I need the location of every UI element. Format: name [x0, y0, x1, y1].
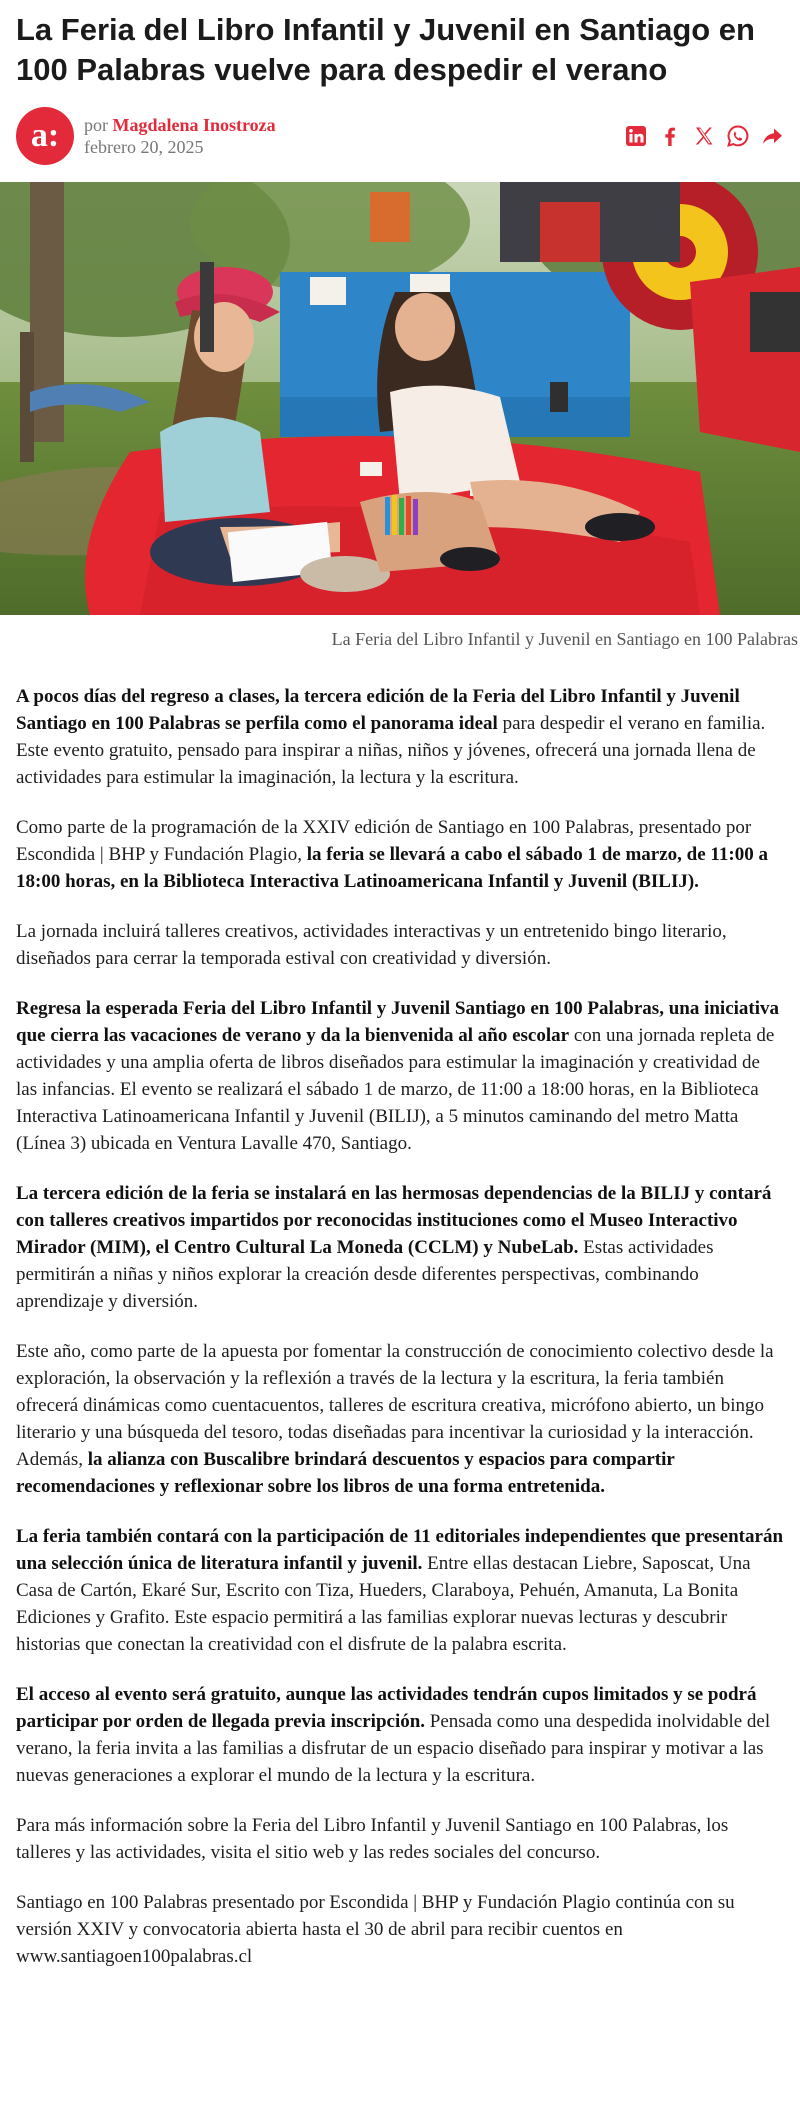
body-text: para despedir el verano en familia. Este evento gratuito, pensado para inspirar a niñas, niños y jóvenes, ofrecerá una jornada llena de actividades para estimular la imaginación, la lectura y la escritura.	[16, 713, 766, 788]
facebook-icon[interactable]	[658, 124, 682, 148]
publish-date: febrero 20, 2025	[84, 137, 204, 157]
article-paragraph	[16, 1338, 784, 1500]
article-paragraph	[16, 1180, 784, 1315]
body-text: Entre ellas destacan Liebre, Saposcat, Una Casa de Cartón, Ekaré Sur, Escrito con Tiza, Hueders, Claraboya, Pehuén, Amanuta, La Bonita Ediciones y Grafito. Este espacio permitirá a las familias explorar nuevas lecturas y descubrir historias que conectan la creatividad con el disfrute de la palabra escrita.	[16, 1553, 751, 1655]
author-meta	[84, 114, 276, 158]
bold-text: Regresa la esperada Feria del Libro Infantil y Juvenil Santiago en 100 Palabras, una iniciativa que cierra las vacaciones de verano y da la bienvenida al año escolar	[16, 998, 780, 1046]
whatsapp-icon[interactable]	[726, 124, 750, 148]
body-text: Estas actividades permitirán a niñas y niños explorar la creación desde diferentes perspectivas, combinando aprendizaje y diversión.	[16, 1237, 714, 1312]
share-arrow-icon[interactable]	[760, 124, 784, 148]
body-text: Este año, como parte de la apuesta por fomentar la construcción de conocimiento colectivo desde la exploración, la observación y la reflexión a través de la lectura y la escritura, la feria también ofrecerá dinámicas como cuentacuentos, talleres de escritura creativa, micrófono abierto, un bingo literario y una búsqueda del tesoro, todas diseñadas para incentivar la curiosidad y la interacción. Además,	[16, 1341, 774, 1470]
article-paragraph	[16, 814, 784, 895]
article-body	[0, 659, 800, 1970]
bold-text: la feria se llevará a cabo el sábado 1 de marzo, de 11:00 a 18:00 horas, en la Biblioteca Interactiva Latinoamericana Infantil y Juvenil (BILIJ).	[16, 844, 768, 892]
article-paragraph	[16, 1523, 784, 1658]
article-paragraph	[16, 683, 784, 791]
bold-text: La tercera edición de la feria se instalará en las hermosas dependencias de la BILIJ y contará con talleres creativos impartidos por reconocidas instituciones como el Museo Interactivo Mirador (MIM), el Centro Cultural La Moneda (CCLM) y NubeLab.	[16, 1183, 772, 1258]
bold-text: A pocos días del regreso a clases, la tercera edición de la Feria del Libro Infantil y Juvenil Santiago en 100 Palabras se perfila como el panorama ideal	[16, 686, 740, 734]
image-caption: La Feria del Libro Infantil y Juvenil en Santiago en 100 Palabras	[331, 629, 798, 649]
body-text: Santiago en 100 Palabras presentado por Escondida | BHP y Fundación Plagio continúa con su versión XXIV y convocatoria abierta hasta el 30 de abril para recibir cuentos en www.santiagoen100palabras.cl	[16, 1892, 735, 1967]
article-paragraph	[16, 1889, 784, 1970]
share-bar	[624, 124, 784, 148]
article-paragraph	[16, 918, 784, 972]
bold-text: la alianza con Buscalibre brindará descuentos y espacios para compartir recomendaciones y reflexionar sobre los libros de una forma entretenida.	[16, 1449, 675, 1497]
site-logo[interactable]: a:	[16, 107, 74, 165]
body-text: Pensada como una despedida inolvidable del verano, la feria invita a las familias a disfrutar de un espacio diseñado para inspirar y motivar a las nuevas generaciones a explorar el mundo de la lectura y la escritura.	[16, 1711, 771, 1786]
article-paragraph	[16, 995, 784, 1157]
body-text: Para más información sobre la Feria del Libro Infantil y Juvenil Santiago en 100 Palabras, los talleres y las actividades, visita el sitio web y las redes sociales del concurso.	[16, 1815, 729, 1863]
article-paragraph	[16, 1812, 784, 1866]
bold-text: La feria también contará con la participación de 11 editoriales independientes que presentarán una selección única de literatura infantil y juvenil.	[16, 1526, 784, 1574]
hero-photo	[0, 182, 800, 615]
by-prefix: por	[84, 115, 108, 135]
body-text: La jornada incluirá talleres creativos, actividades interactivas y un entretenido bingo literario, diseñados para cerrar la temporada estival con creatividad y diversión.	[16, 921, 727, 969]
byline	[0, 90, 800, 166]
linkedin-icon[interactable]	[624, 124, 648, 148]
article-paragraph	[16, 1681, 784, 1789]
body-text: Como parte de la programación de la XXIV edición de Santiago en 100 Palabras, presentado por Escondida | BHP y Fundación Plagio,	[16, 817, 752, 865]
body-text: con una jornada repleta de actividades y una amplia oferta de libros diseñados para estimular la imaginación y creatividad de las infancias. El evento se realizará el sábado 1 de marzo, de 11:00 a 18:00 horas, en la Biblioteca Interactiva Latinoamericana Infantil y Juvenil (BILIJ), a 5 minutos caminando del metro Matta (Línea 3) ubicada en Ventura Lavalle 470, Santiago.	[16, 1025, 775, 1154]
article-title: La Feria del Libro Infantil y Juvenil en Santiago en 100 Palabras vuelve para despedir el verano	[16, 12, 755, 87]
bold-text: El acceso al evento será gratuito, aunque las actividades tendrán cupos limitados y se podrá participar por orden de llegada previa inscripción.	[16, 1684, 757, 1732]
x-icon[interactable]	[692, 124, 716, 148]
author-link[interactable]: Magdalena Inostroza	[112, 115, 276, 135]
